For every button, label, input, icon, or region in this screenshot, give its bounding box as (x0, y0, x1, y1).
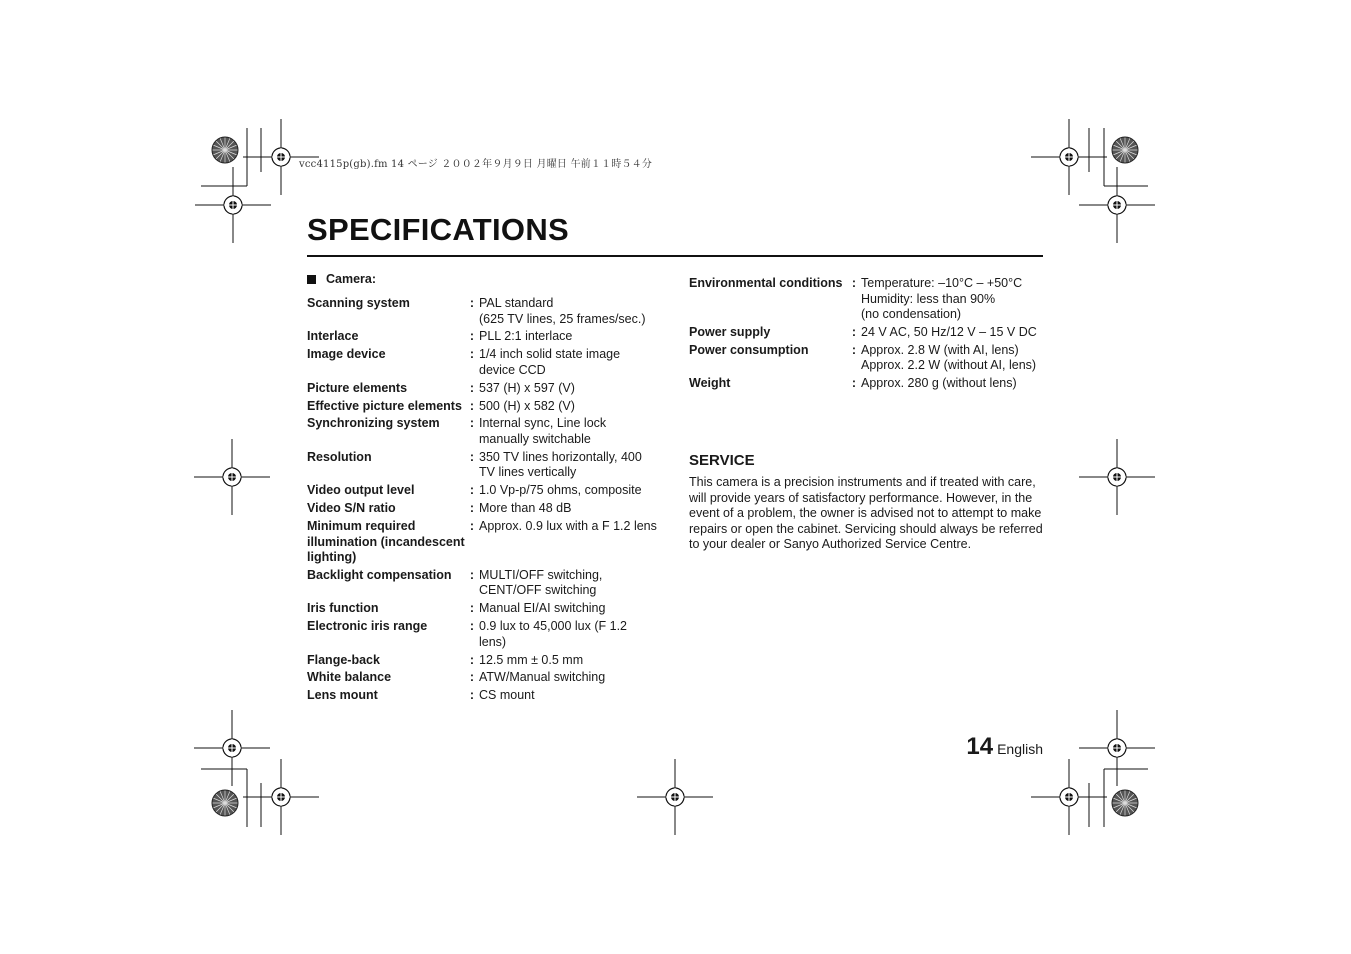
spec-label: Electronic iris range (307, 619, 428, 634)
spec-row (307, 619, 657, 650)
starburst-target-icon (212, 137, 238, 163)
spec-row (307, 688, 657, 704)
spec-row (689, 276, 1046, 323)
spec-value: 350 TV lines horizontally, 400 TV lines vertically (479, 449, 642, 480)
crosshair-target-icon (1031, 759, 1107, 835)
camera-section-heading (307, 272, 376, 286)
spec-label: Minimum required illumination (incandescent lighting) (307, 519, 465, 565)
title-divider (307, 255, 1043, 257)
spec-row (307, 501, 657, 517)
spec-value: Temperature: –10°C – +50°C Humidity: less than 90% (no condensation) (861, 276, 1023, 321)
spec-value: MULTI/OFF switching, CENT/OFF switching (479, 567, 603, 598)
spec-label: Video output level (307, 483, 415, 498)
spec-row (689, 376, 1046, 392)
spec-label: Lens mount (307, 688, 378, 703)
spec-separator: : (469, 652, 475, 667)
spec-label: Power consumption (689, 342, 809, 357)
spec-row (307, 519, 657, 566)
spec-separator: : (469, 519, 475, 534)
crosshair-target-icon (194, 439, 270, 515)
starburst-target-icon (1112, 790, 1138, 816)
spec-value: 500 (H) x 582 (V) (479, 398, 575, 413)
spec-separator: : (469, 449, 475, 464)
crosshair-target-icon (194, 710, 270, 786)
file-header-info: vcc4115p(gb).fm 14 ページ ２００２年９月９日 月曜日 午前１１時５４分 (299, 159, 653, 170)
spec-value: 1.0 Vp-p/75 ohms, composite (479, 483, 642, 498)
spec-row (689, 325, 1046, 341)
spec-separator: : (469, 329, 475, 344)
spec-value: Internal sync, Line lock manually switchable (479, 416, 607, 446)
spec-row (307, 381, 657, 397)
starburst-target-icon (212, 790, 238, 816)
spec-label: Environmental conditions (689, 276, 843, 290)
spec-separator: : (469, 501, 475, 516)
spec-value: PAL standard (625 TV lines, 25 frames/sec.) (479, 296, 646, 326)
spec-row (307, 450, 657, 481)
spec-row (307, 653, 657, 669)
spec-row (307, 416, 657, 447)
spec-value: Approx. 2.8 W (with AI, lens) Approx. 2.2 W (without AI, lens) (861, 342, 1037, 373)
spec-separator: : (469, 601, 475, 616)
spec-row (307, 670, 657, 686)
spec-value: More than 48 dB (479, 501, 572, 516)
spec-label: Image device (307, 347, 386, 362)
spec-separator: : (851, 342, 857, 357)
spec-value: 24 V AC, 50 Hz/12 V – 15 V DC (861, 324, 1037, 339)
spec-separator: : (851, 276, 857, 290)
page-title: SPECIFICATIONS (307, 212, 569, 247)
page-footer (966, 733, 1043, 761)
spec-value: 12.5 mm ± 0.5 mm (479, 652, 584, 667)
spec-separator: : (851, 324, 857, 339)
spec-value: Approx. 0.9 lux with a F 1.2 lens (479, 519, 657, 534)
crosshair-target-icon (1079, 439, 1155, 515)
spec-label: Iris function (307, 601, 379, 616)
camera-spec-list (307, 296, 657, 706)
spec-separator: : (469, 688, 475, 703)
crosshair-target-icon (195, 167, 271, 243)
spec-row (307, 601, 657, 617)
spec-label: Picture elements (307, 380, 408, 395)
spec-separator: : (469, 296, 475, 310)
spec-label: Power supply (689, 324, 771, 339)
spec-value: CS mount (479, 688, 535, 703)
spec-label: Flange-back (307, 652, 380, 667)
spec-label: Synchronizing system (307, 416, 440, 431)
camera-heading-label: Camera: (326, 272, 377, 286)
spec-label: Resolution (307, 449, 372, 464)
crosshair-target-icon (1079, 710, 1155, 786)
page-language: English (997, 741, 1043, 757)
spec-row (307, 483, 657, 499)
spec-row (307, 347, 657, 378)
spec-row (307, 296, 657, 327)
spec-row (307, 568, 657, 599)
spec-label: Scanning system (307, 296, 410, 310)
spec-value: 537 (H) x 597 (V) (479, 380, 575, 395)
spec-value: Approx. 280 g (without lens) (861, 376, 1017, 391)
spec-separator: : (851, 376, 857, 391)
spec-label: Backlight compensation (307, 567, 452, 582)
spec-separator: : (469, 347, 475, 362)
spec-value: PLL 2:1 interlace (479, 329, 573, 344)
spec-separator: : (469, 380, 475, 395)
starburst-target-icon (1112, 137, 1138, 163)
spec-separator: : (469, 416, 475, 431)
spec-label: Effective picture elements (307, 398, 462, 413)
spec-separator: : (469, 670, 475, 685)
crosshair-target-icon (1031, 119, 1107, 195)
spec-row (689, 343, 1046, 374)
spec-value: ATW/Manual switching (479, 670, 606, 685)
spec-label: Video S/N ratio (307, 501, 396, 516)
general-spec-list (689, 276, 1046, 394)
service-paragraph: This camera is a precision instruments and if treated with care, will provide years of satisfactory performance. However, in the event of a problem, the owner is advised not to attempt to make repairs or open the cabinet. Servicing should always be referred to your dealer or Sanyo Authorized Service Centre. (689, 475, 1043, 551)
spec-separator: : (469, 398, 475, 413)
spec-label: Interlace (307, 329, 359, 344)
spec-separator: : (469, 483, 475, 498)
crosshair-target-icon (637, 759, 713, 835)
spec-separator: : (469, 567, 475, 582)
spec-separator: : (469, 619, 475, 634)
spec-value: Manual EI/AI switching (479, 601, 606, 616)
spec-value: 0.9 lux to 45,000 lux (F 1.2 lens) (479, 619, 628, 649)
square-bullet-icon (307, 275, 316, 284)
spec-row (307, 399, 657, 415)
crosshair-target-icon (1079, 167, 1155, 243)
spec-row (307, 329, 657, 345)
service-heading: SERVICE (689, 452, 755, 469)
crosshair-target-icon (243, 759, 319, 835)
spec-value: 1/4 inch solid state image device CCD (479, 347, 621, 377)
spec-label: Weight (689, 376, 731, 391)
page-number: 14 (966, 733, 994, 760)
spec-label: White balance (307, 670, 392, 685)
